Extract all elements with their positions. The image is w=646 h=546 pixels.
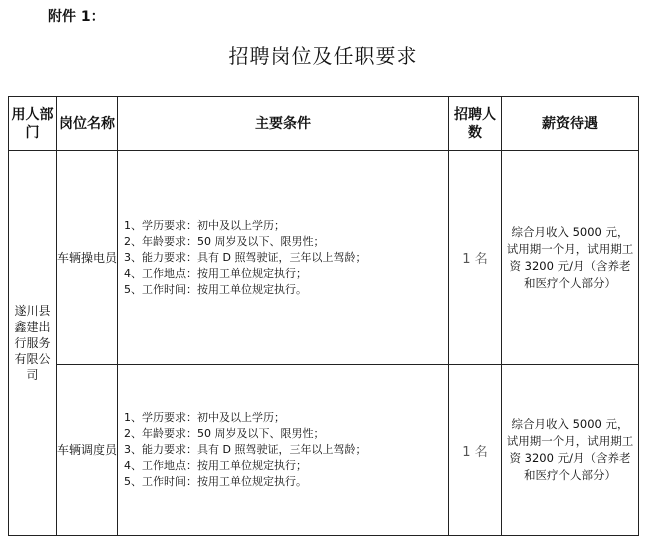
requirements-list [118, 151, 449, 365]
requirement-item: 3、能力要求：具有 D 照驾驶证，三年以上驾龄； [124, 250, 367, 264]
requirement-item: 1、学历要求：初中及以上学历； [124, 218, 285, 232]
header-salary: 薪资待遇 [502, 97, 639, 151]
requirement-item: 2、年龄要求：50 周岁及以下、限男性； [124, 234, 325, 248]
salary-info: 综合月收入 5000 元，试用期一个月，试用期工资 3200 元/月（含养老和医疗个人部分） [502, 151, 639, 365]
requirement-item: 3、能力要求：具有 D 照驾驶证，三年以上驾龄； [124, 443, 367, 456]
header-unit: 用人部门 [9, 97, 57, 151]
salary-info: 综合月收入 5000 元，试用期一个月，试用期工资 3200 元/月（含养老和医疗个人部分） [502, 365, 639, 536]
requirement-item: 2、年龄要求：50 周岁及以下、限男性； [124, 427, 325, 440]
header-position: 岗位名称 [57, 97, 118, 151]
requirement-item: 1、学历要求：初中及以上学历； [124, 411, 285, 424]
attachment-label: 附件 1： [48, 9, 105, 25]
requirement-item: 5、工作时间：按用工单位规定执行。 [124, 282, 307, 296]
table-row [9, 365, 639, 536]
header-count: 招聘人数 [449, 97, 502, 151]
unit-name: 遂川县鑫建出行服务有限公司 [9, 151, 57, 536]
recruitment-table [8, 96, 639, 536]
header-requirements: 主要条件 [118, 97, 449, 151]
table-row [9, 151, 639, 365]
header-row [9, 97, 639, 151]
requirement-item: 4、工作地点：按用工单位规定执行； [124, 459, 307, 472]
position-name: 车辆调度员 [57, 365, 118, 536]
page-title: 招聘岗位及任职要求 [228, 44, 418, 68]
position-name: 车辆操电员 [57, 151, 118, 365]
requirement-item: 4、工作地点：按用工单位规定执行； [124, 266, 307, 280]
headcount: 1 名 [449, 151, 502, 365]
requirements-list [118, 365, 449, 536]
headcount: 1 名 [449, 365, 502, 536]
requirement-item: 5、工作时间：按用工单位规定执行。 [124, 475, 307, 488]
